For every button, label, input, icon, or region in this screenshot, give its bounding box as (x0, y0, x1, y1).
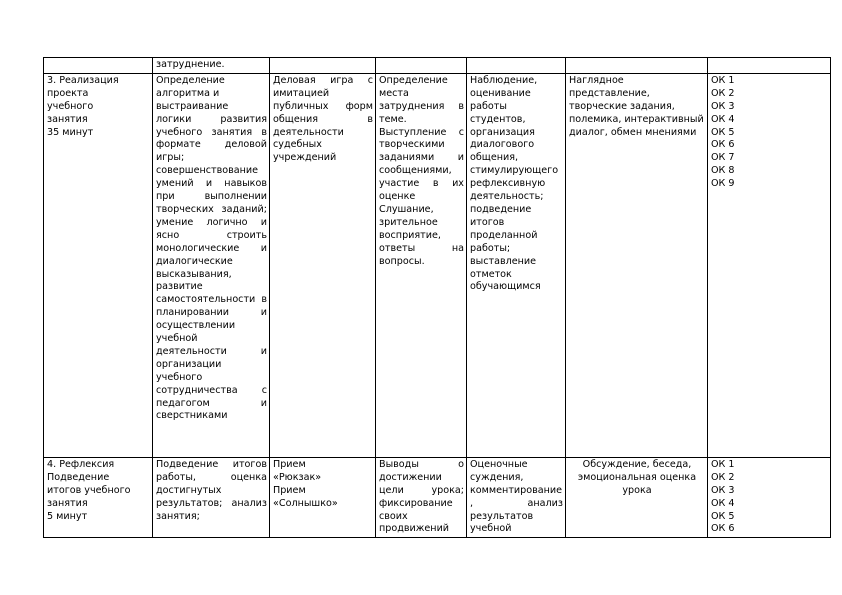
table-row (44, 58, 831, 74)
table-cell (467, 58, 566, 74)
table-cell (44, 58, 153, 74)
table-cell: затруднение. (153, 58, 270, 74)
table-row (44, 73, 831, 457)
table-cell (708, 58, 831, 74)
lesson-plan-table (43, 57, 831, 538)
goals-cell: Подведение итогов работы, оценка достигнутых результатов; анализ занятия; (153, 457, 270, 537)
student-activity-cell: Выводы о достижении цели урока; фиксирование своих продвижений (376, 457, 467, 537)
student-activity-cell: Определение места затруднения в теме. Выступление с творческими заданиями и сообщениями, участие в их оценке Слушание, зрительное восприятие, ответы на вопросы. (376, 73, 467, 457)
teacher-activity-cell: Наблюдение, оценивание работы студентов, организация диалогового общения, стимулирующего рефлексивную деятельность; подведение итогов проделанной работы; выставление отметок обучающимся (467, 73, 566, 457)
methods-cell: Деловая игра с имитацией публичных форм общения в деятельности судебных учреждений (270, 73, 376, 457)
table-cell (270, 58, 376, 74)
goals-cell: Определение алгоритма и выстраивание логики развития учебного занятия в формате деловой игры; совершенствование умений и навыков при выполнении творческих заданий; умение логично и ясно строить монологические и диалогические высказывания, развитие самостоятельности в планировании и осуществлении учебной деятельности и организации учебного сотрудничества с педагогом и сверстниками (153, 73, 270, 457)
competencies-cell: ОК 1 ОК 2 ОК 3 ОК 4 ОК 5 ОК 6 (708, 457, 831, 537)
table-cell (376, 58, 467, 74)
stage-cell: 4. Рефлексия Подведение итогов учебного занятия 5 минут (44, 457, 153, 537)
competencies-cell: ОК 1 ОК 2 ОК 3 ОК 4 ОК 5 ОК 6 ОК 7 ОК 8 ОК 9 (708, 73, 831, 457)
forms-cell: Наглядное представление, творческие задания, полемика, интерактивный диалог, обмен мнениями (566, 73, 708, 457)
table-cell (566, 58, 708, 74)
forms-cell: Обсуждение, беседа, эмоциональная оценка урока (566, 457, 708, 537)
table-row (44, 457, 831, 537)
methods-cell: Прием «Рюкзак» Прием «Солнышко» (270, 457, 376, 537)
stage-cell: 3. Реализация проекта учебного занятия 35 минут (44, 73, 153, 457)
teacher-activity-cell: Оценочные суждения, комментирование, анализ результатов учебной (467, 457, 566, 537)
